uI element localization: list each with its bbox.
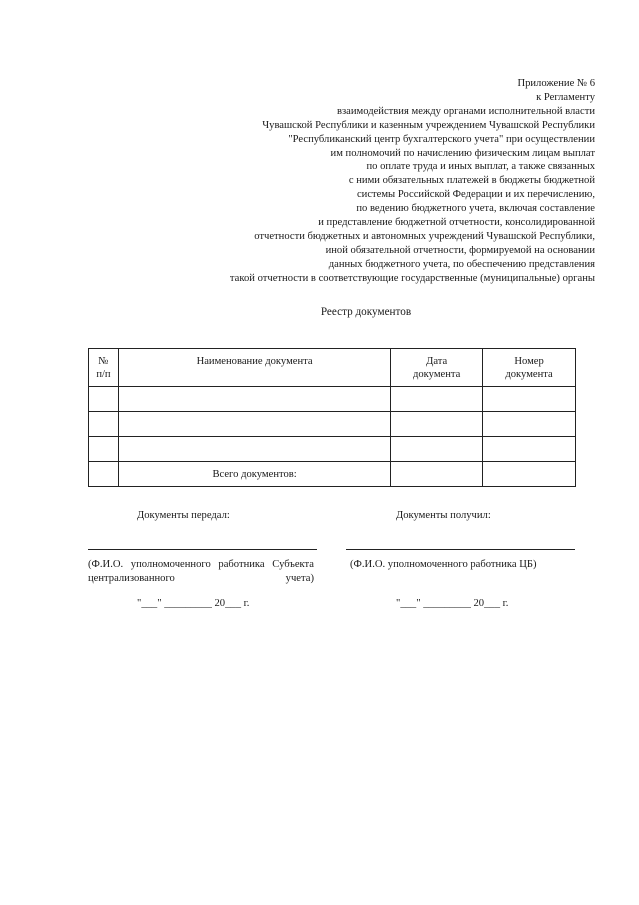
appendix-header (135, 77, 595, 286)
table-cell (89, 387, 119, 412)
appendix-line: с ними обязательных платежей в бюджеты бюджетной (348, 175, 595, 187)
header-doc-number-line1: Номер (514, 356, 544, 367)
table-cell (391, 462, 483, 487)
appendix-line: "Республиканский центр бухгалтерского учета" при осуществлении (288, 133, 595, 145)
header-date-line1: Дата (426, 356, 448, 367)
appendix-line: системы Российской Федерации и их перечислению, (356, 189, 595, 201)
table-total-row (89, 462, 576, 487)
sender-caption: Документы передал: (137, 510, 230, 521)
appendix-line: к Регламенту (536, 91, 595, 103)
header-doc-number-line2: документа (505, 369, 553, 380)
table-row (89, 437, 576, 462)
header-name-cell (118, 349, 390, 387)
header-date-line2: документа (413, 369, 461, 380)
table-cell (89, 412, 119, 437)
sender-date: "___" _________ 20___ г. (137, 598, 250, 609)
appendix-line: Чувашской Республики и казенным учреждением Чувашской Республики (262, 119, 595, 131)
appendix-line: такой отчетности в соответствующие государственные (муниципальные) органы (229, 272, 595, 284)
appendix-line: по ведению бюджетного учета, включая составление (356, 203, 595, 215)
table-cell (118, 387, 390, 412)
appendix-line: и представление бюджетной отчетности, консолидированной (318, 217, 595, 229)
table-row (89, 387, 576, 412)
appendix-line: отчетности бюджетных и автономных учреждений Чувашской Республики, (254, 230, 595, 242)
appendix-line: данных бюджетного учета, по обеспечению представления (328, 258, 595, 270)
table-cell (483, 437, 576, 462)
header-date-cell (391, 349, 483, 387)
receiver-caption: Документы получил: (396, 510, 491, 521)
header-number-line1: № (98, 356, 109, 367)
appendix-line: иной обязательной отчетности, формируемой на основании (325, 244, 595, 256)
header-number-line2: п/п (96, 369, 111, 380)
table-cell (391, 387, 483, 412)
total-label: Всего документов: (118, 462, 390, 487)
document-registry-table (88, 348, 576, 487)
sender-note: (Ф.И.О. уполномоченного работника Субъекта централизованного учета) (88, 559, 314, 584)
sender-signature-line (88, 549, 317, 550)
table-cell (89, 437, 119, 462)
appendix-line: по оплате труда и иных выплат, а также связанных (366, 161, 595, 173)
appendix-line: Приложение № 6 (517, 78, 595, 89)
document-title: Реестр документов (320, 306, 412, 318)
table-header-row (89, 349, 576, 387)
appendix-line: им полномочий по начислению физическим лицам выплат (330, 147, 595, 159)
receiver-date: "___" _________ 20___ г. (396, 598, 509, 609)
table-cell (391, 412, 483, 437)
table-cell (483, 387, 576, 412)
table-cell (118, 437, 390, 462)
table-cell (89, 462, 119, 487)
table-cell (483, 462, 576, 487)
table-row (89, 412, 576, 437)
header-number-cell (89, 349, 119, 387)
header-name: Наименование документа (196, 356, 313, 367)
appendix-line: взаимодействия между органами исполнительной власти (336, 105, 595, 117)
receiver-signature-line (346, 549, 575, 550)
table-cell (483, 412, 576, 437)
table-cell (118, 412, 390, 437)
table-cell (391, 437, 483, 462)
header-doc-number-cell (483, 349, 576, 387)
receiver-note: (Ф.И.О. уполномоченного работника ЦБ) (350, 559, 537, 570)
